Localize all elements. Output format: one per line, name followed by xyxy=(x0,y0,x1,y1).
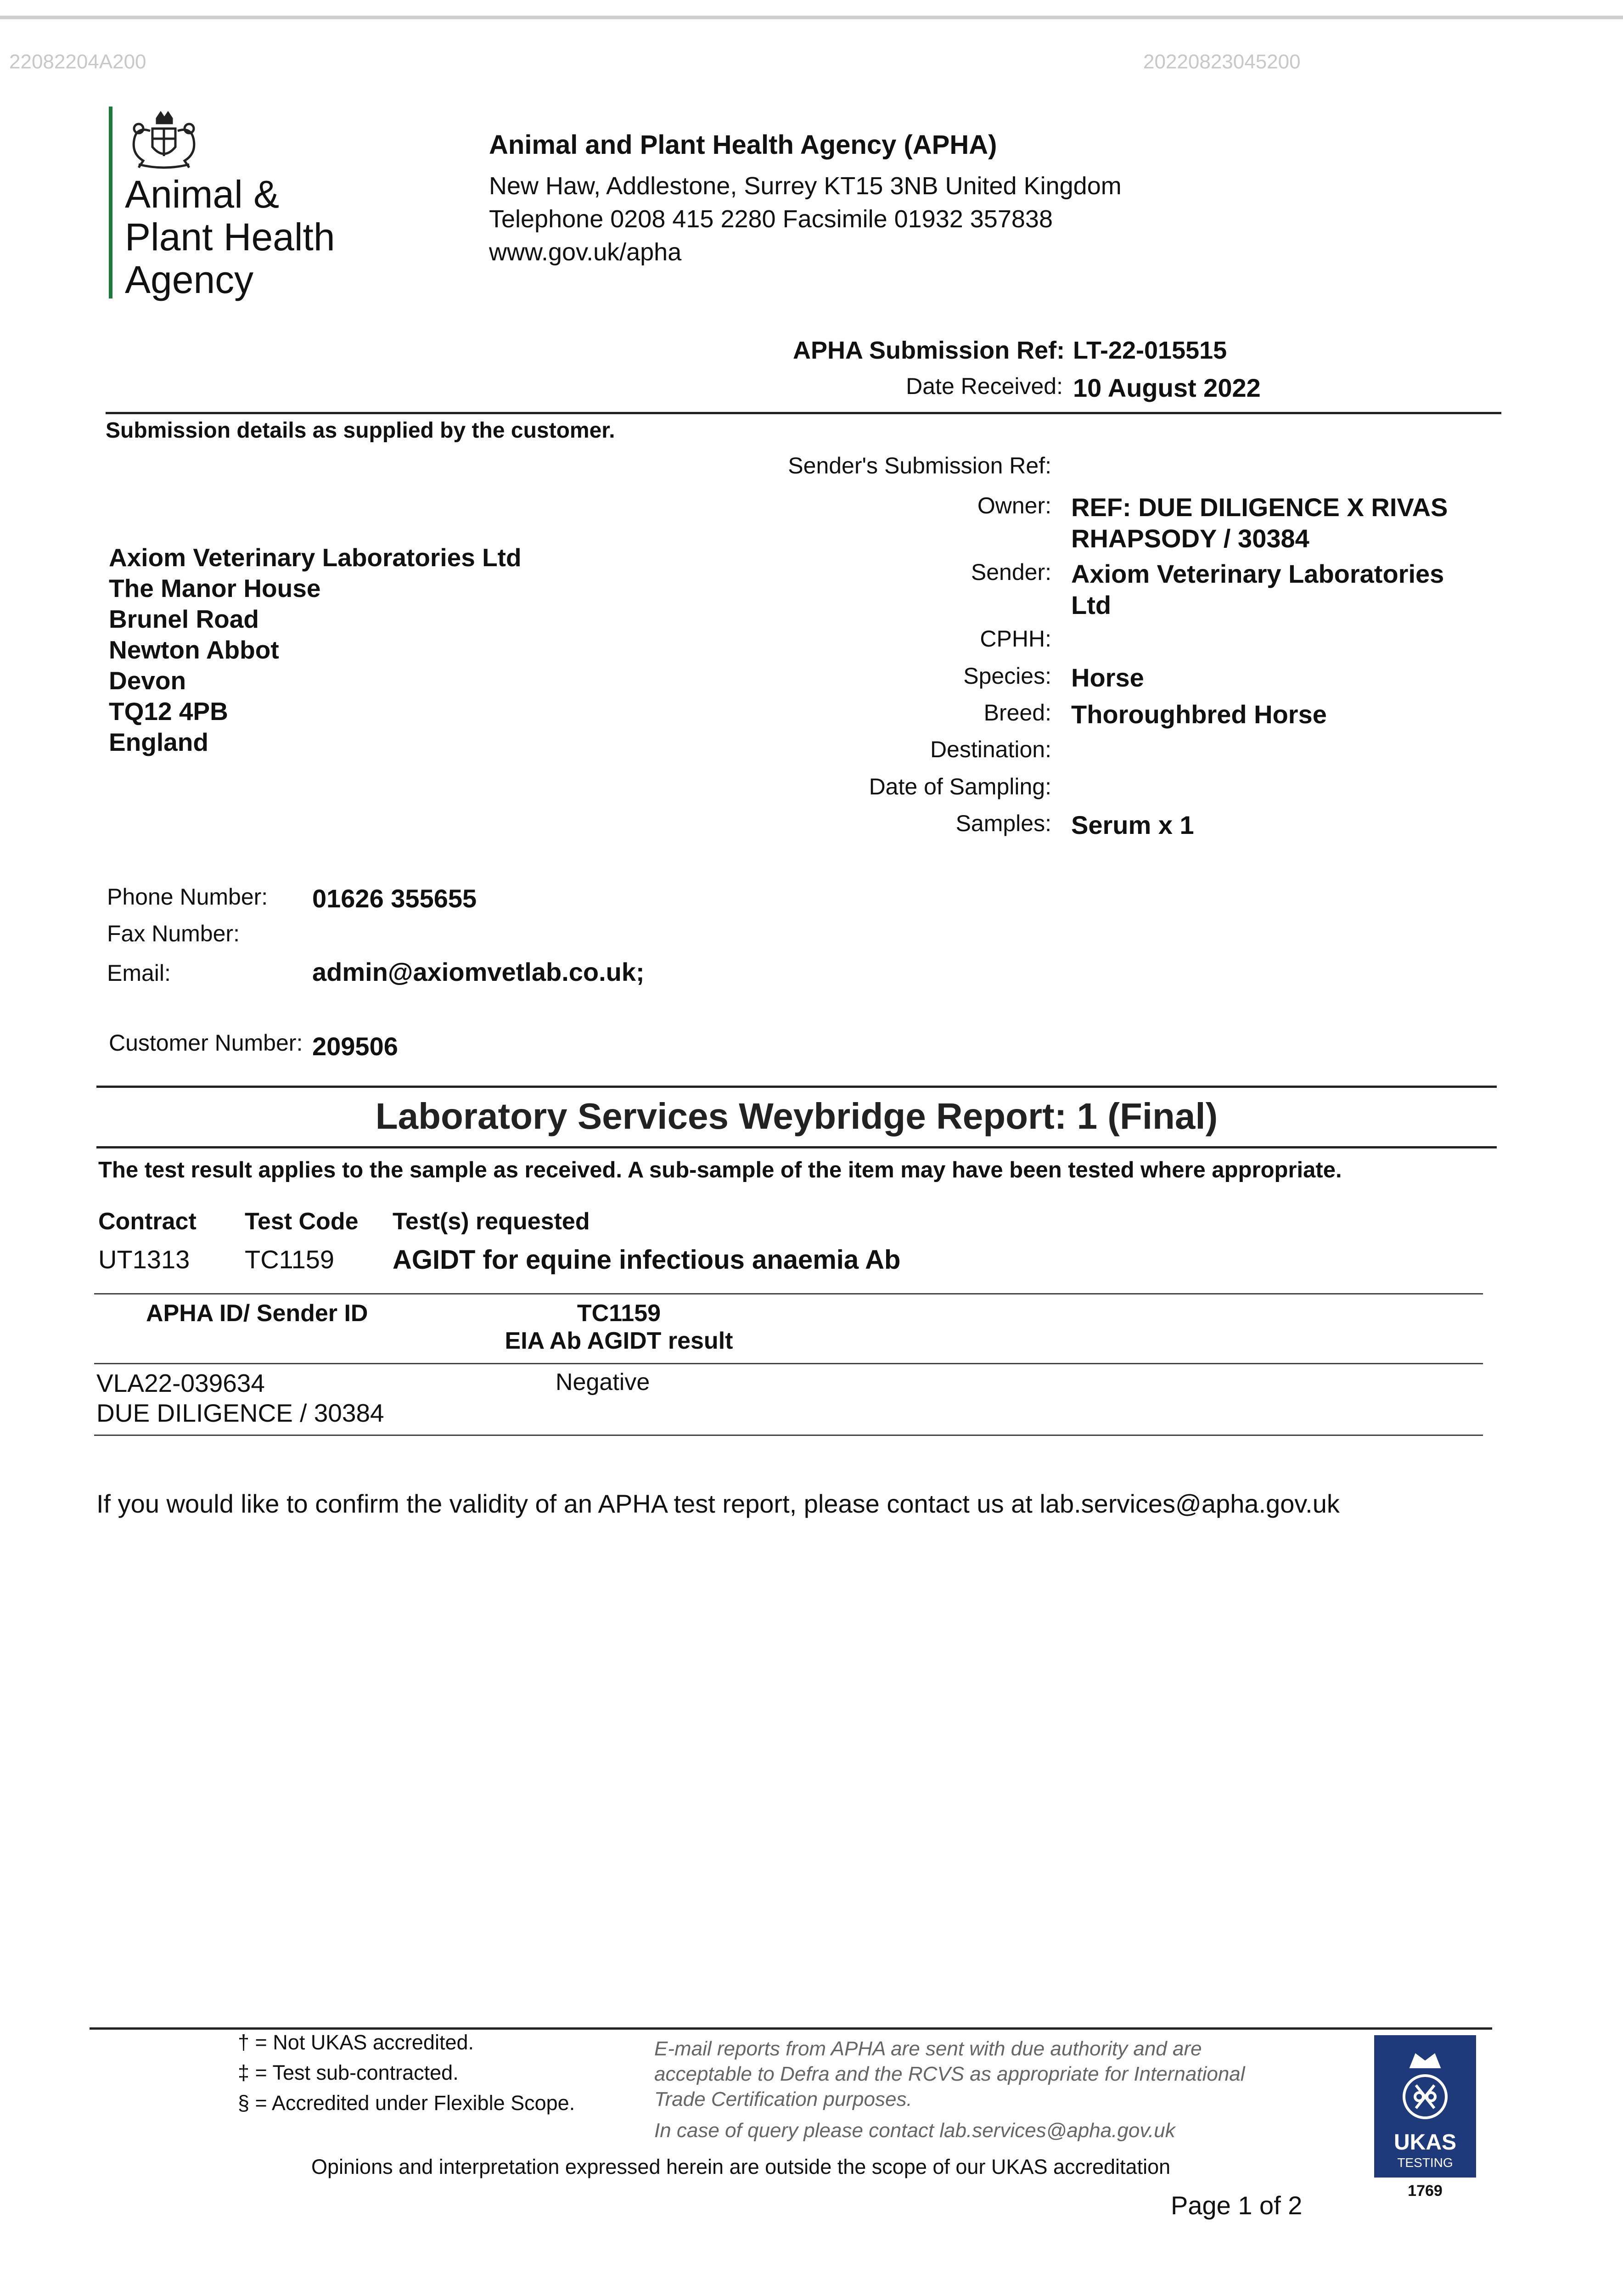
submission-ref-value: LT-22-015515 xyxy=(1073,337,1227,364)
owner-value-line2: RHAPSODY / 30384 xyxy=(1071,524,1309,553)
result-value: Negative xyxy=(556,1369,650,1396)
email-note-line3: Trade Certification purposes. xyxy=(654,2088,912,2110)
faint-scan-number-left: 22082204A200 xyxy=(9,51,146,73)
senders-ref-label: Sender's Submission Ref: xyxy=(788,453,1051,478)
ukas-crown-icon xyxy=(1391,2042,1460,2129)
divider-tests xyxy=(94,1293,1483,1294)
divider-report-bottom xyxy=(96,1146,1497,1148)
logo-text-line2: Plant Health xyxy=(125,215,335,259)
scan-edge xyxy=(0,16,1623,19)
email-note-line2: acceptable to Defra and the RCVS as appropriate for International xyxy=(654,2063,1245,2085)
results-code-header: TC1159 xyxy=(577,1300,661,1327)
owner-label: Owner: xyxy=(977,493,1051,518)
fax-label: Fax Number: xyxy=(107,921,240,946)
report-title: Laboratory Services Weybridge Report: 1 (Final) xyxy=(375,1096,1218,1137)
agency-address: New Haw, Addlestone, Surrey KT15 3NB United Kingdom xyxy=(489,172,1122,200)
phone-value: 01626 355655 xyxy=(312,884,477,913)
species-label: Species: xyxy=(963,663,1051,689)
samples-label: Samples: xyxy=(955,810,1051,836)
divider-results-bottom xyxy=(94,1435,1483,1436)
divider-results-header xyxy=(94,1363,1483,1364)
results-name-header: EIA Ab AGIDT result xyxy=(505,1328,733,1354)
divider-footer xyxy=(90,2027,1492,2030)
address-line: Devon xyxy=(109,666,186,695)
cphh-label: CPHH: xyxy=(980,626,1051,652)
address-line: The Manor House xyxy=(109,574,321,602)
royal-coat-of-arms-icon xyxy=(125,110,203,170)
address-line: Newton Abbot xyxy=(109,636,279,664)
agency-phone-fax: Telephone 0208 415 2280 Facsimile 01932 357838 xyxy=(489,205,1053,233)
logo-text-line3: Agency xyxy=(125,258,254,301)
email-note-line1: E-mail reports from APHA are sent with due authority and are xyxy=(654,2037,1202,2060)
row-contract: UT1313 xyxy=(98,1245,190,1274)
applies-note: The test result applies to the sample as received. A sub-sample of the item may have been tested where appropriate. xyxy=(98,1158,1342,1182)
sender-value-line1: Axiom Veterinary Laboratories xyxy=(1071,559,1444,588)
result-apha-id: VLA22-039634 xyxy=(96,1369,265,1397)
address-line: England xyxy=(109,728,208,756)
faint-scan-number-right: 20220823045200 xyxy=(1143,51,1301,73)
supplied-note: Submission details as supplied by the customer. xyxy=(106,418,615,443)
email-value: admin@axiomvetlab.co.uk; xyxy=(312,957,645,986)
legend-not-accredited: † = Not UKAS accredited. xyxy=(238,2031,474,2054)
page-number: Page 1 of 2 xyxy=(1171,2191,1303,2220)
legend-flexible-scope: § = Accredited under Flexible Scope. xyxy=(238,2091,575,2115)
row-test-code: TC1159 xyxy=(245,1245,335,1274)
sender-value-line2: Ltd xyxy=(1071,591,1112,619)
address-line: Axiom Veterinary Laboratories Ltd xyxy=(109,543,522,572)
phone-label: Phone Number: xyxy=(107,884,268,910)
row-test-name: AGIDT for equine infectious anaemia Ab xyxy=(393,1245,901,1275)
address-line: TQ12 4PB xyxy=(109,697,228,726)
opinions-note: Opinions and interpretation expressed herein are outside the scope of our UKAS accreditation xyxy=(311,2155,1171,2178)
result-sender-id: DUE DILIGENCE / 30384 xyxy=(96,1399,384,1427)
date-received-label: Date Received: xyxy=(906,373,1063,399)
ukas-sub: TESTING xyxy=(1397,2155,1453,2170)
query-note: In case of query please contact lab.services@apha.gov.uk xyxy=(654,2119,1175,2142)
logo-green-bar xyxy=(109,107,112,298)
sampling-date-label: Date of Sampling: xyxy=(869,774,1051,799)
validity-note: If you would like to confirm the validity of an APHA test report, please contact us at lab.services@apha.gov.uk xyxy=(96,1489,1340,1518)
sender-label: Sender: xyxy=(971,559,1051,585)
agency-website: www.gov.uk/apha xyxy=(489,238,682,266)
results-id-header: APHA ID/ Sender ID xyxy=(146,1300,368,1327)
customer-number-label: Customer Number: xyxy=(109,1030,303,1056)
divider-top xyxy=(106,412,1501,414)
species-value: Horse xyxy=(1071,663,1144,692)
breed-value: Thoroughbred Horse xyxy=(1071,700,1327,729)
date-received-value: 10 August 2022 xyxy=(1073,373,1261,402)
address-line: Brunel Road xyxy=(109,605,259,633)
col-test-code: Test Code xyxy=(245,1208,359,1235)
divider-report-top xyxy=(96,1086,1497,1088)
ukas-number: 1769 xyxy=(1408,2182,1443,2200)
ukas-mark xyxy=(1374,2035,1476,2178)
logo-text-line1: Animal & xyxy=(125,173,280,216)
submission-ref-label: APHA Submission Ref: xyxy=(793,337,1065,364)
col-tests-requested: Test(s) requested xyxy=(393,1208,590,1235)
email-label: Email: xyxy=(107,960,171,986)
ukas-label: UKAS xyxy=(1393,2130,1456,2155)
customer-number-value: 209506 xyxy=(312,1032,398,1061)
breed-label: Breed: xyxy=(983,700,1051,726)
col-contract: Contract xyxy=(98,1208,197,1235)
agency-name: Animal and Plant Health Agency (APHA) xyxy=(489,130,997,160)
destination-label: Destination: xyxy=(930,737,1051,762)
owner-value-line1: REF: DUE DILIGENCE X RIVAS xyxy=(1071,493,1448,522)
legend-subcontracted: ‡ = Test sub-contracted. xyxy=(238,2061,459,2084)
samples-value: Serum x 1 xyxy=(1071,810,1194,839)
